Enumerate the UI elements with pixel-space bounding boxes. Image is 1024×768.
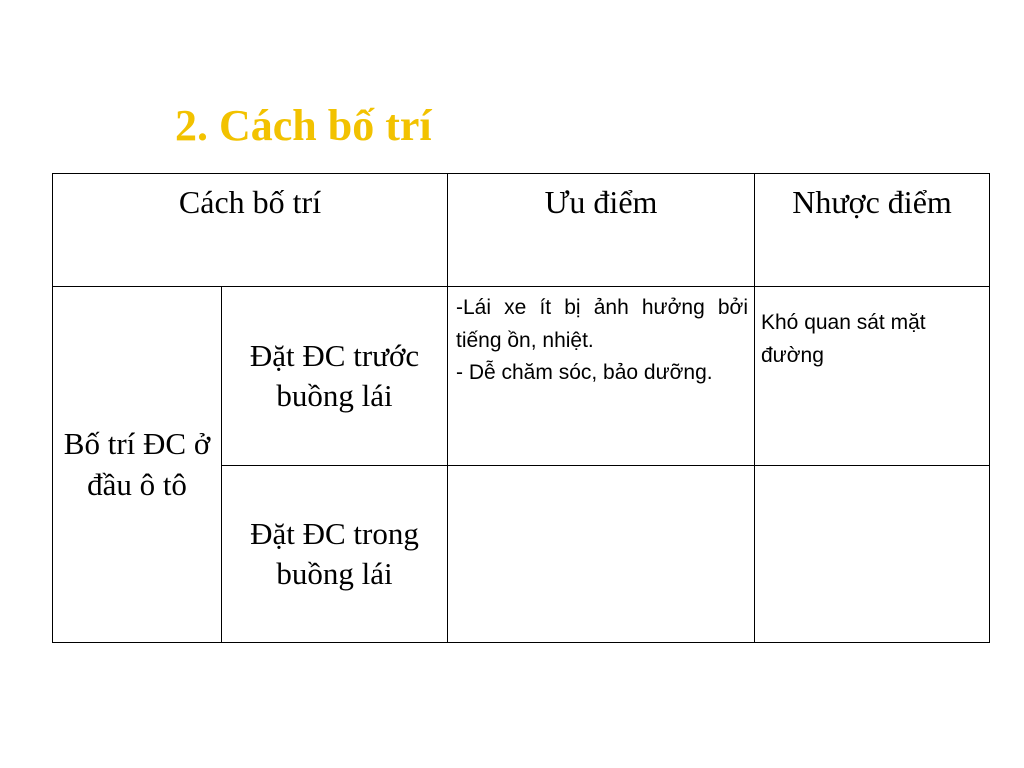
arrangement-table [52,173,990,643]
header-disadvantages: Nhược điểm [755,174,990,287]
group-label-cell: Bố trí ĐC ở đầu ô tô [53,287,222,643]
header-advantages: Ưu điểm [448,174,755,287]
advantage-item: -Lái xe ít bị ảnh hưởng bởi tiếng ồn, nhiệt. [456,296,748,352]
header-arrangement: Cách bố trí [53,174,448,287]
slide-title: 2. Cách bố trí [175,101,432,150]
arrangement-cell: Đặt ĐC trước buồng lái [222,287,448,466]
table-header-row [53,174,990,287]
arrangement-cell: Đặt ĐC trong buồng lái [222,466,448,643]
advantage-item: - Dễ chăm sóc, bảo dưỡng. [456,361,713,385]
advantages-cell [448,466,755,643]
advantages-cell [448,287,755,466]
disadvantages-cell [755,466,990,643]
disadvantages-cell: Khó quan sát mặt đường [755,287,990,466]
table-row [53,287,990,466]
